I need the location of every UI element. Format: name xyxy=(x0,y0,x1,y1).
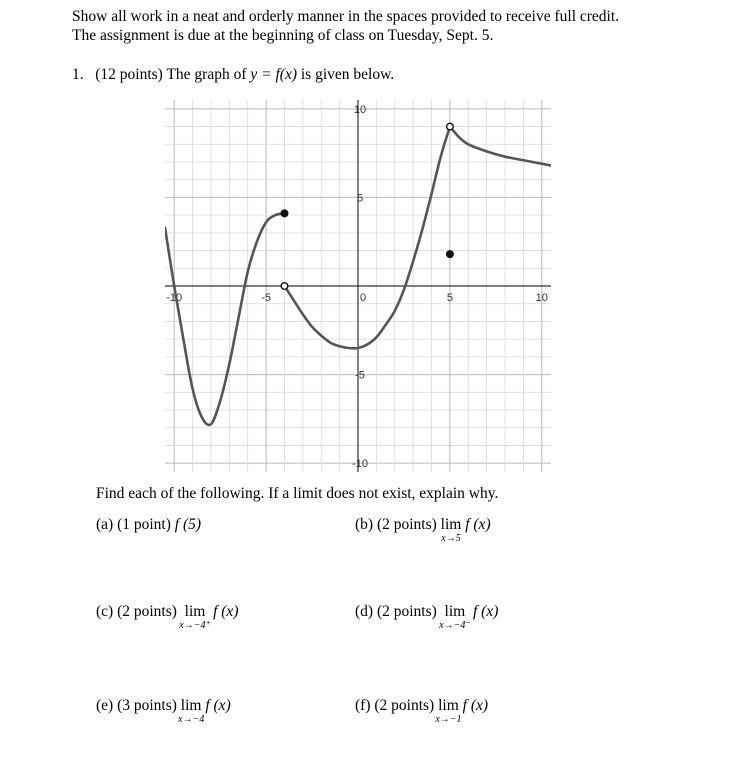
part-c-sub: x→−4⁺ xyxy=(179,620,211,631)
part-b-points: (2 points) xyxy=(376,516,437,533)
part-b-lim: lim xyxy=(440,516,462,533)
tick-labels xyxy=(166,104,548,470)
y-tick-label: 5 xyxy=(356,192,364,205)
problem-text-post: is given below. xyxy=(300,66,395,83)
curve-piece-2 xyxy=(284,127,449,349)
x-tick-label: -5 xyxy=(261,292,271,304)
part-a-points: (1 point) xyxy=(117,516,171,533)
x-tick-label: 5 xyxy=(446,292,453,304)
axes xyxy=(165,100,551,472)
part-f-sub: x→−1 xyxy=(435,714,462,725)
problem-number: 1. xyxy=(72,66,84,83)
closed-point xyxy=(281,210,288,217)
part-e xyxy=(96,697,231,725)
instruction-line-2: The assignment is due at the beginning of class on Tuesday, Sept. 5. xyxy=(72,27,494,44)
part-f-points: (2 points) xyxy=(374,697,435,714)
part-d-lim: lim xyxy=(444,603,466,620)
part-d-points: (2 points) xyxy=(376,603,437,620)
part-f-expr: f (x) xyxy=(462,697,489,714)
part-b-expr: f (x) xyxy=(465,516,491,533)
part-e-points: (3 points) xyxy=(117,697,177,714)
part-d-label: (d) xyxy=(355,603,374,620)
part-d-sub: x→−4⁻ xyxy=(439,620,471,631)
part-c-expr: f (x) xyxy=(213,603,239,620)
find-instructions: Find each of the following. If a limit does not exist, explain why. xyxy=(96,485,499,502)
part-f xyxy=(355,697,489,725)
closed-point xyxy=(447,251,454,258)
part-a xyxy=(96,516,201,534)
part-a-expr: f (5) xyxy=(174,516,202,533)
part-e-expr: f (x) xyxy=(205,697,231,714)
part-a-label: (a) xyxy=(96,516,114,533)
part-b xyxy=(355,516,491,544)
y-tick-label: -10 xyxy=(352,458,368,471)
part-f-lim: lim xyxy=(438,697,459,714)
y-tick-label: -5 xyxy=(355,369,365,382)
part-e-label: (e) xyxy=(96,697,114,714)
part-d xyxy=(355,603,499,631)
part-c-lim: lim xyxy=(184,603,206,620)
x-tick-label: 10 xyxy=(535,292,548,304)
part-d-expr: f (x) xyxy=(472,603,499,620)
problem-points: (12 points) xyxy=(95,66,163,83)
part-b-sub: x→5 xyxy=(441,533,461,544)
part-c-points: (2 points) xyxy=(117,603,177,620)
open-point xyxy=(281,283,288,290)
x-tick-label: -10 xyxy=(166,292,183,304)
curve-piece-3 xyxy=(450,127,551,168)
function-graph xyxy=(165,100,551,472)
part-e-lim: lim xyxy=(180,697,202,714)
problem-text-pre: The graph of xyxy=(166,66,247,83)
part-c xyxy=(96,603,239,631)
problem-function: y = f(x) xyxy=(250,66,297,83)
open-point xyxy=(447,123,454,130)
part-b-label: (b) xyxy=(355,516,374,533)
part-f-label: (f) xyxy=(355,697,371,714)
instruction-line-1: Show all work in a neat and orderly manner in the spaces provided to receive full credit. xyxy=(72,8,620,25)
part-c-label: (c) xyxy=(96,603,114,620)
problem-statement xyxy=(72,66,394,84)
x-tick-label: 0 xyxy=(359,292,367,304)
part-e-sub: x→−4 xyxy=(178,714,205,725)
y-tick-label: 10 xyxy=(353,103,367,116)
